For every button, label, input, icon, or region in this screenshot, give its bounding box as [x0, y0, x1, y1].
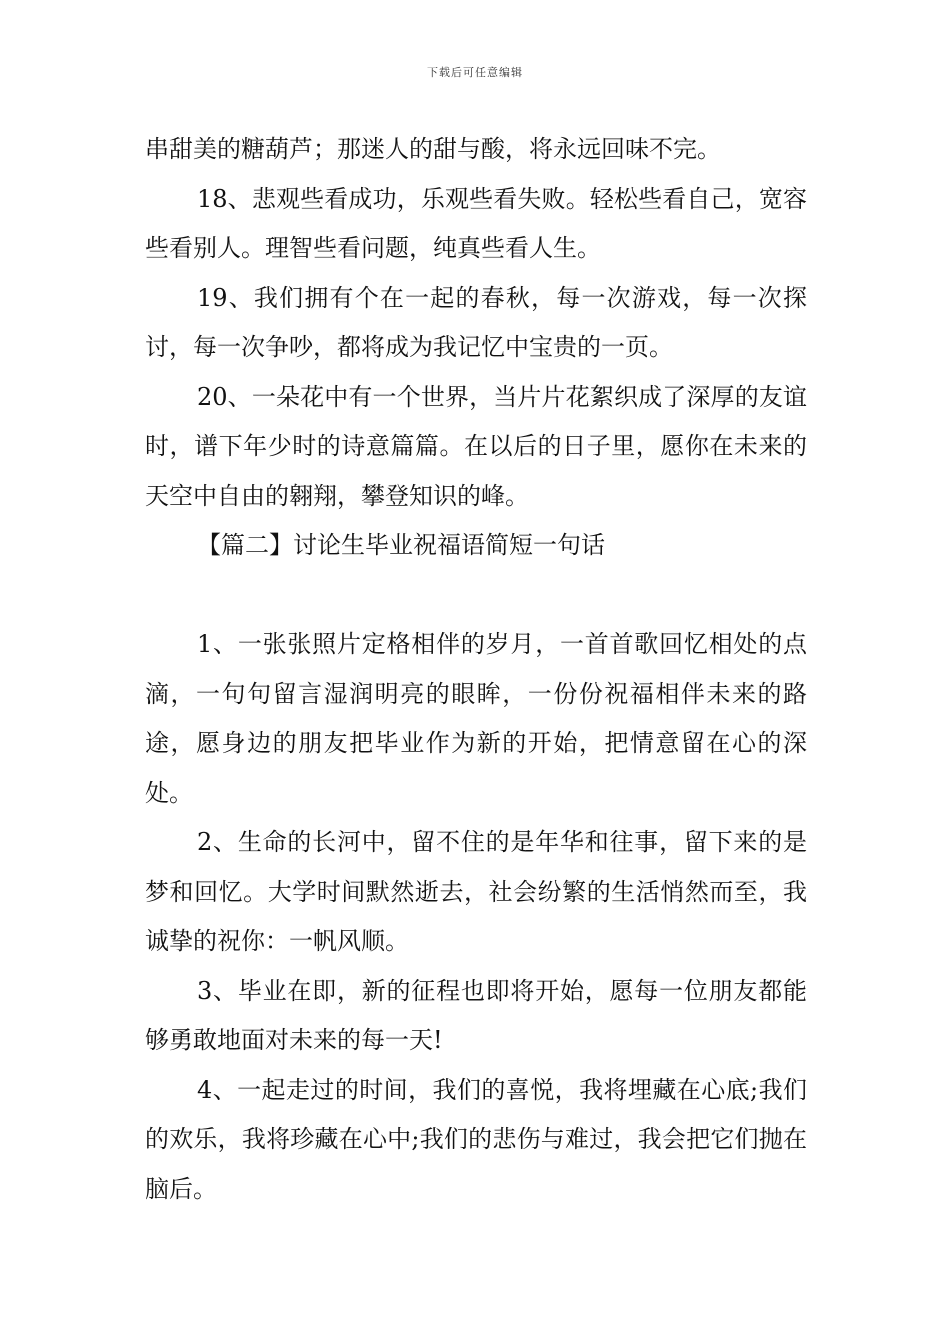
paragraph-item-1: 1、一张张照片定格相伴的岁月，一首首歌回忆相处的点滴，一句句留言湿润明亮的眼眸，一份份祝福相伴未来的路途，愿身边的朋友把毕业作为新的开始，把情意留在心的深处。: [145, 630, 807, 807]
document-body: [145, 125, 807, 1214]
paragraph-item-19: 19、我们拥有个在一起的春秋，每一次游戏，每一次探讨，每一次争吵，都将成为我记忆中宝贵的一页。: [145, 283, 807, 361]
paragraph-continuation: 串甜美的糖葫芦；那迷人的甜与酸，将永远回味不完。: [145, 135, 721, 163]
paragraph-item-4: 4、一起走过的时间，我们的喜悦，我将埋藏在心底;我们的欢乐，我将珍藏在心中;我们的悲伤与难过，我会把它们抛在脑后。: [145, 1075, 807, 1203]
section-heading: 【篇二】讨论生毕业祝福语简短一句话: [197, 531, 605, 559]
paragraph-item-3: 3、毕业在即，新的征程也即将开始，愿每一位朋友都能够勇敢地面对未来的每一天!: [145, 976, 807, 1054]
paragraph-item-20: 20、一朵花中有一个世界，当片片花絮织成了深厚的友谊时，谱下年少时的诗意篇篇。在以后的日子里，愿你在未来的天空中自由的翱翔，攀登知识的峰。: [145, 382, 807, 510]
page-header: 下载后可任意编辑: [427, 66, 523, 79]
paragraph-item-2: 2、生命的长河中，留不住的是年华和往事，留下来的是梦和回忆。大学时间默然逝去，社会纷繁的生活悄然而至，我诚挚的祝你：一帆风顺。: [145, 828, 807, 955]
paragraph-item-18: 18、悲观些看成功，乐观些看失败。轻松些看自己，宽容些看别人。理智些看问题，纯真些看人生。: [145, 184, 807, 262]
